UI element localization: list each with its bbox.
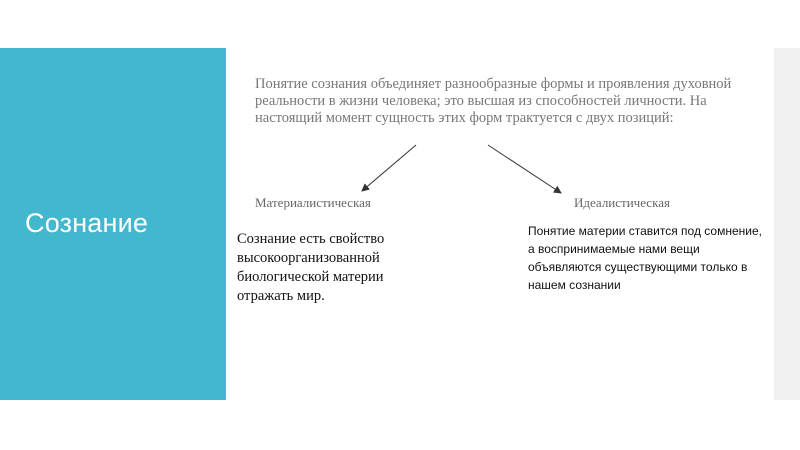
arrow-to-idealist [488,145,561,193]
materialist-label: Материалистическая [255,195,371,210]
idealist-description: Понятие материи ставится под сомнение, а воспринимаемые нами вещи объявляются существующими только в нашем сознании [528,224,762,292]
arrow-to-materialist [362,145,416,191]
slide [0,48,800,400]
idealist-label: Идеалистическая [574,195,670,210]
intro-text: Понятие сознания объединяет разнообразные формы и проявления духовной реальности в жизни человека; это высшая из способностей личности. На настоящий момент сущность этих форм трактуется с двух позиций: [255,76,732,126]
slide-title: Сознание [25,208,149,238]
materialist-description: Сознание есть свойство высокоорганизованной биологической материи отражать мир. [237,231,385,304]
